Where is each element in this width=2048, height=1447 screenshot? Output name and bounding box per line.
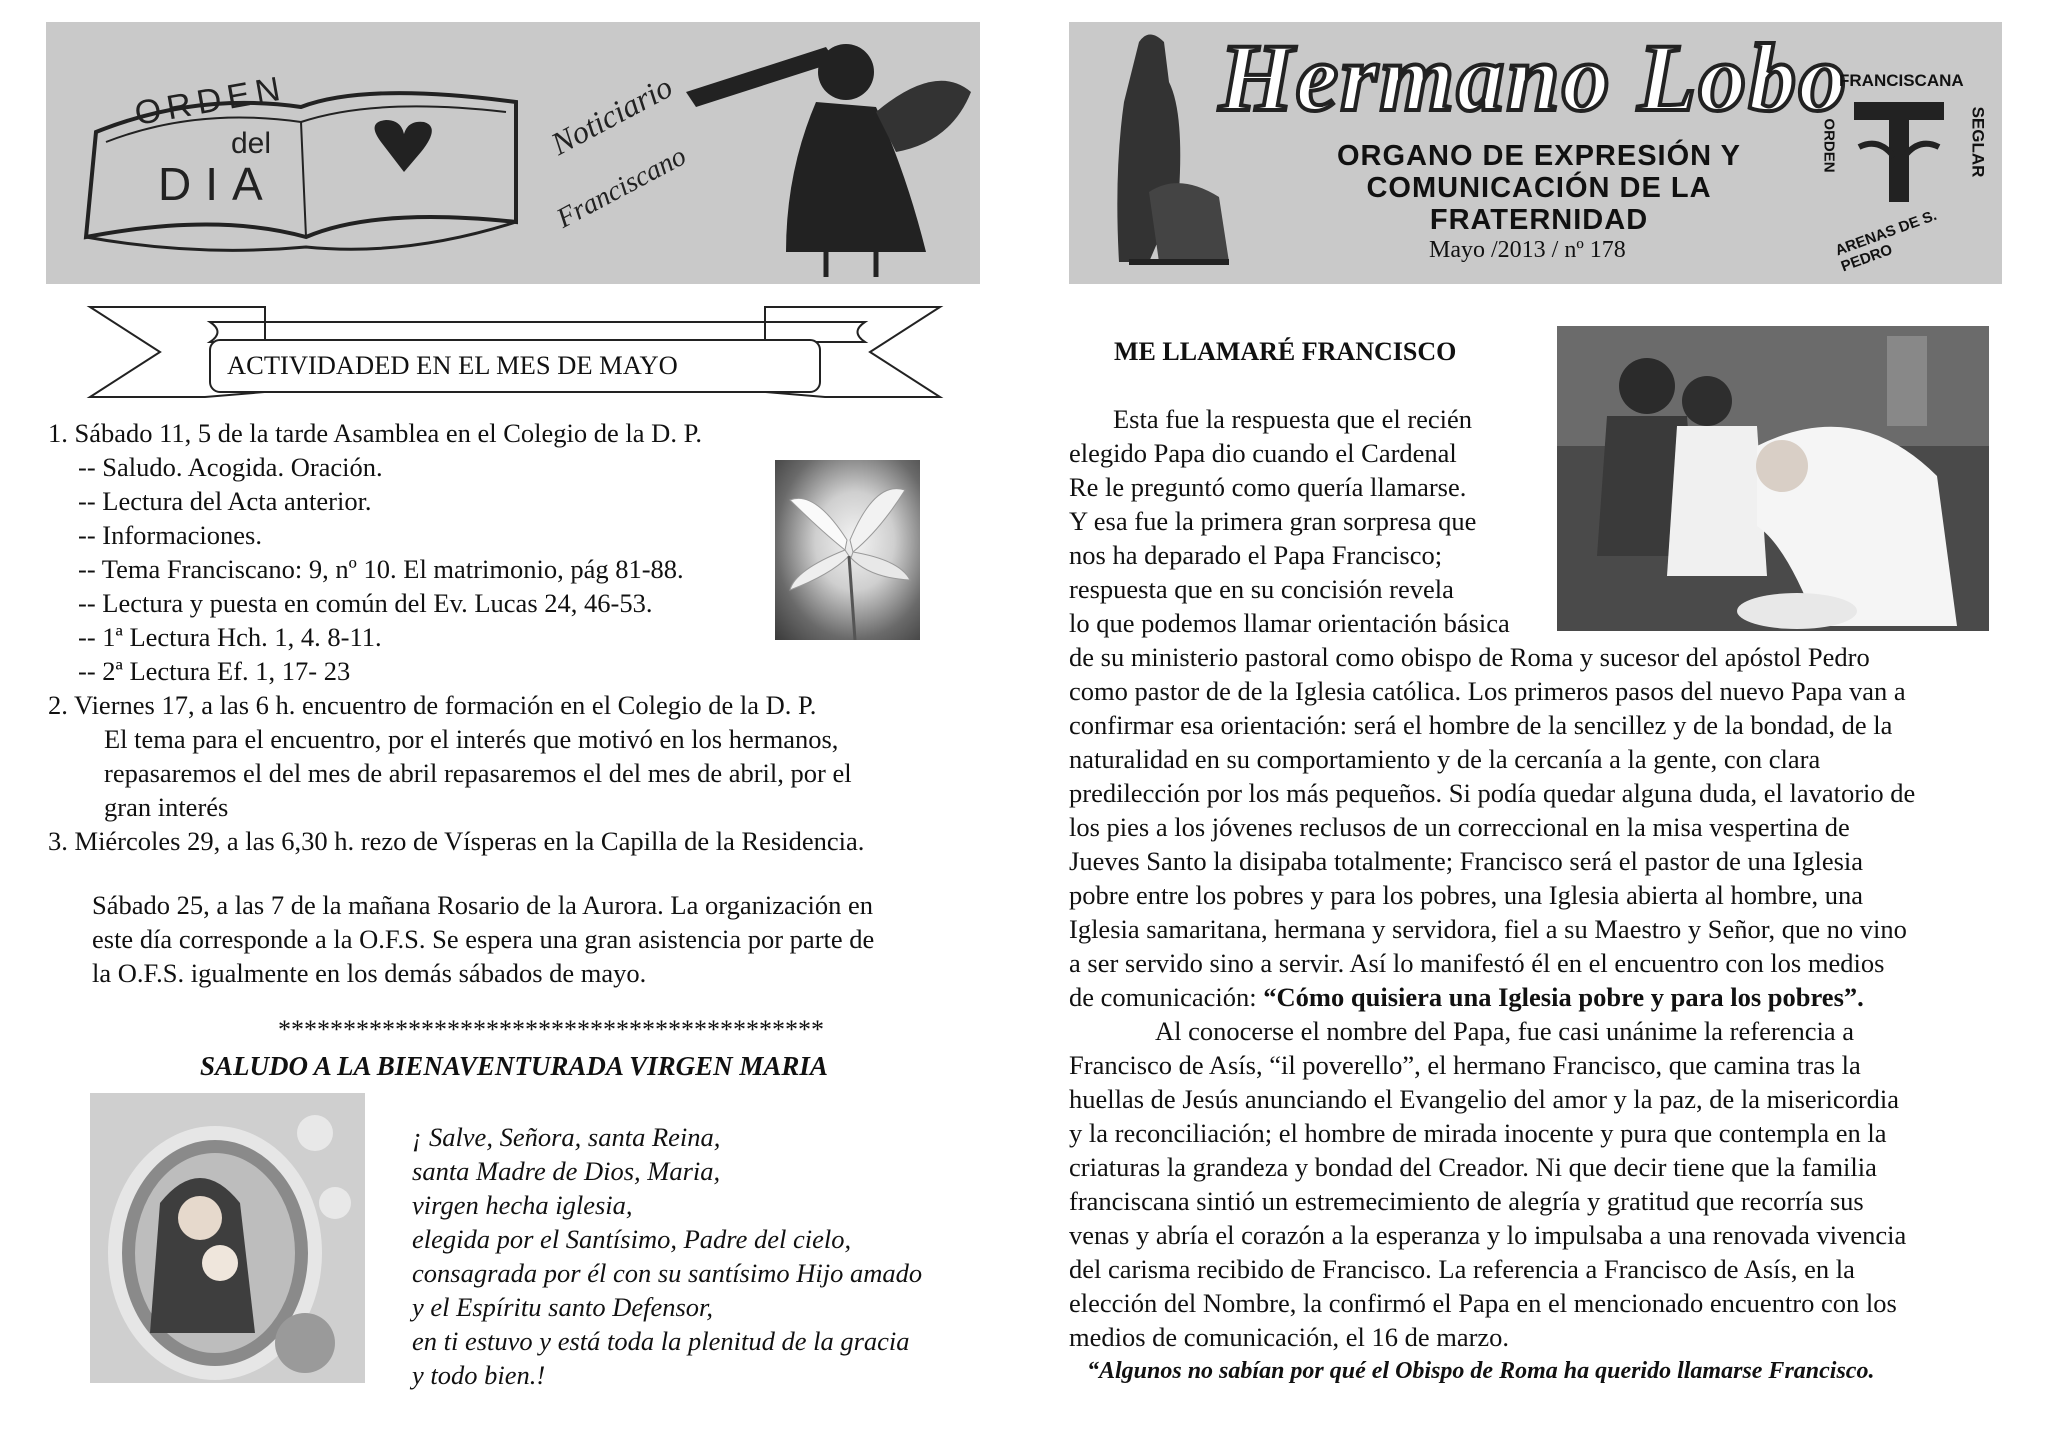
prayer-line: y el Espíritu santo Defensor, bbox=[412, 1292, 714, 1322]
article-line: Y esa fue la primera gran sorpresa que bbox=[1069, 506, 1477, 536]
activity-line: 1. Sábado 11, 5 de la tarde Asamblea en el Colegio de la D. P. bbox=[48, 418, 702, 448]
lily-photo bbox=[775, 460, 920, 640]
activity-subitem: -- 1ª Lectura Hch. 1, 4. 8-11. bbox=[78, 622, 382, 652]
article-line: confirmar esa orientación: será el hombre de la sencillez y de la bondad, de la bbox=[1069, 710, 1893, 740]
quote-prefix: de comunicación: bbox=[1069, 982, 1264, 1012]
emblem-top-text: FRANCISCANA bbox=[1839, 71, 1964, 90]
activity-subitem: -- Lectura del Acta anterior. bbox=[78, 486, 372, 516]
article-line: Jueves Santo la disipaba totalmente; Francisco será el pastor de una Iglesia bbox=[1069, 846, 1864, 876]
article-line: Esta fue la respuesta que el recién bbox=[1113, 404, 1473, 434]
book-text-dia: DIA bbox=[158, 158, 277, 210]
lily-flower-icon bbox=[775, 460, 920, 640]
article-line: respuesta que en su concisión revela bbox=[1069, 574, 1454, 604]
separator-stars: ****************************************** bbox=[278, 1015, 824, 1044]
prayer-line: y todo bien.! bbox=[412, 1360, 546, 1390]
article-line: criaturas la grandeza y bondad del Creador. Ni que decir tiene que la familia bbox=[1069, 1152, 1877, 1182]
book-drawing bbox=[46, 22, 980, 284]
saint-wolf-drawing bbox=[1089, 22, 1239, 284]
right-header bbox=[1069, 22, 2002, 284]
activity-subitem: -- Tema Franciscano: 9, nº 10. El matrimonio, pág 81-88. bbox=[78, 554, 684, 584]
activity-subitem: -- Informaciones. bbox=[78, 520, 262, 550]
activity-item-2-desc: gran interés bbox=[104, 792, 229, 822]
book-text-del: del bbox=[231, 127, 272, 160]
activity-item-1 bbox=[48, 416, 702, 450]
virgin-mary-image bbox=[90, 1093, 365, 1383]
prayer-line: santa Madre de Dios, Maria, bbox=[412, 1156, 721, 1186]
article-line: de su ministerio pastoral como obispo de Roma y sucesor del apóstol Pedro bbox=[1069, 642, 1870, 672]
article-line: predilección por los más pequeños. Si podía quedar alguna duda, el lavatorio de bbox=[1069, 778, 1916, 808]
article-line: los pies a los jóvenes reclusos de un correccional en la misa vespertina de bbox=[1069, 812, 1850, 842]
pope-foot-washing-photo bbox=[1557, 326, 1989, 631]
prayer-text bbox=[412, 1120, 922, 1392]
date-issue: Mayo /2013 / nº 178 bbox=[1429, 237, 1626, 263]
article-body bbox=[1069, 640, 2001, 1388]
prayer-line: consagrada por él con su santísimo Hijo amado bbox=[412, 1258, 923, 1288]
article-line: del carisma recibido de Francisco. La referencia a Francisco de Asís, en la bbox=[1069, 1254, 1855, 1284]
activity-subitem: -- Lectura y puesta en común del Ev. Lucas 24, 46-53. bbox=[78, 588, 653, 618]
article-line: Re le preguntó como quería llamarse. bbox=[1069, 472, 1467, 502]
emblem-left-text: ORDEN bbox=[1820, 118, 1838, 173]
activity-subitem: -- Saludo. Acogida. Oración. bbox=[78, 452, 383, 482]
article-line: venas y abría el corazón a la esperanza y lo impulsaba a una renovada vivencia bbox=[1069, 1220, 1907, 1250]
article-line: y la reconciliación; el hombre de mirada inocente y pura que contempla en la bbox=[1069, 1118, 1887, 1148]
article-line: pobre entre los pobres y para los pobres, una Iglesia abierta al hombre, una bbox=[1069, 880, 1863, 910]
salute-title: SALUDO A LA BIENAVENTURADA VIRGEN MARIA bbox=[200, 1051, 828, 1081]
prayer-line: en ti estuvo y está toda la plenitud de la gracia bbox=[412, 1326, 910, 1356]
article-line: a ser servido sino a servir. Así lo manifestó él en el encuentro con los medios bbox=[1069, 948, 1885, 978]
article-line: Iglesia samaritana, hermana y servidora, fiel a su Maestro y Señor, que no vino bbox=[1069, 914, 1907, 944]
prayer-line: ¡ Salve, Señora, santa Reina, bbox=[412, 1122, 721, 1152]
article-line: huellas de Jesús anunciando el Evangelio del amor y la paz, de la misericordia bbox=[1069, 1084, 1900, 1114]
rosary-line: la O.F.S. igualmente en los demás sábados de mayo. bbox=[92, 958, 647, 988]
article-line: naturalidad en su comportamiento y de la cercanía a la gente, con clara bbox=[1069, 744, 1821, 774]
article-line: elegido Papa dio cuando el Cardenal bbox=[1069, 438, 1457, 468]
activity-item-2: 2. Viernes 17, a las 6 h. encuentro de formación en el Colegio de la D. P. bbox=[48, 690, 817, 720]
pope-photo-illustration bbox=[1557, 326, 1989, 631]
rosary-line: Sábado 25, a las 7 de la mañana Rosario de la Aurora. La organización en bbox=[92, 890, 873, 920]
activities-title: ACTIVIDADED EN EL MES DE MAYO bbox=[227, 350, 678, 380]
trumpet-text-franciscano: Franciscano bbox=[551, 140, 692, 235]
activity-item-3: 3. Miércoles 29, a las 6,30 h. rezo de Vísperas en la Capilla de la Residencia. bbox=[48, 826, 865, 856]
rosary-line: este día corresponde a la O.F.S. Se espera una gran asistencia por parte de bbox=[92, 924, 875, 954]
left-header bbox=[46, 22, 980, 284]
closing-quote: “Algunos no sabían por qué el Obispo de Roma ha querido llamarse Francisco. bbox=[1087, 1358, 1875, 1384]
prayer-line: virgen hecha iglesia, bbox=[412, 1190, 633, 1220]
article-line: elección del Nombre, la confirmó el Papa en el mencionado encuentro con los bbox=[1069, 1288, 1897, 1318]
subtitle-line-2: COMUNICACIÓN DE LA bbox=[1366, 172, 1712, 204]
emblem-right-text: SEGLAR bbox=[1968, 106, 1988, 178]
activity-item-2-desc: repasaremos el del mes de abril repasaremos el del mes de abril, por el bbox=[104, 758, 852, 788]
virgin-and-child-icon bbox=[90, 1093, 365, 1383]
subtitle-line-1: ORGANO DE EXPRESIÓN Y bbox=[1337, 140, 1741, 172]
article-title: ME LLAMARÉ FRANCISCO bbox=[1114, 337, 1457, 366]
article-narrow-lines bbox=[1069, 402, 1524, 640]
article-line: medios de comunicación, el 16 de marzo. bbox=[1069, 1322, 1510, 1352]
article-line: nos ha deparado el Papa Francisco; bbox=[1069, 540, 1443, 570]
emblem-bottom-text: ARENAS DE S. PEDRO bbox=[1833, 206, 1940, 276]
article-quote-line bbox=[1069, 980, 2001, 1014]
article-line: como pastor de de la Iglesia católica. Los primeros pasos del nuevo Papa van a bbox=[1069, 676, 1906, 706]
article-line: Al conocerse el nombre del Papa, fue casi unánime la referencia a bbox=[1155, 1016, 1854, 1046]
activity-item-2-desc: El tema para el encuentro, por el interés que motivó en los hermanos, bbox=[104, 724, 839, 754]
trumpet-text-noticiario: Noticiario bbox=[545, 68, 679, 162]
activity-subitem: -- 2ª Lectura Ef. 1, 17- 23 bbox=[78, 656, 351, 686]
prayer-line: elegida por el Santísimo, Padre del cielo, bbox=[412, 1224, 852, 1254]
fraternity-emblem bbox=[1820, 67, 1994, 277]
rosary-paragraph bbox=[92, 888, 972, 990]
tau-cross-icon bbox=[1849, 97, 1949, 207]
newsletter-title: Hermano Lobo bbox=[1219, 24, 1849, 131]
article-line: Francisco de Asís, “il poverello”, el hermano Francisco, que camina tras la bbox=[1069, 1050, 1861, 1080]
book-text-orden: ORDEN bbox=[131, 69, 289, 133]
article-line: lo que podemos llamar orientación básica bbox=[1069, 608, 1510, 638]
article-line: franciscana sintió un estremecimiento de alegría y gratitud que recorría sus bbox=[1069, 1186, 1864, 1216]
quote-bold: “Cómo quisiera una Iglesia pobre y para los pobres”. bbox=[1263, 982, 1864, 1012]
subtitle-line-3: FRATERNIDAD bbox=[1429, 204, 1649, 236]
